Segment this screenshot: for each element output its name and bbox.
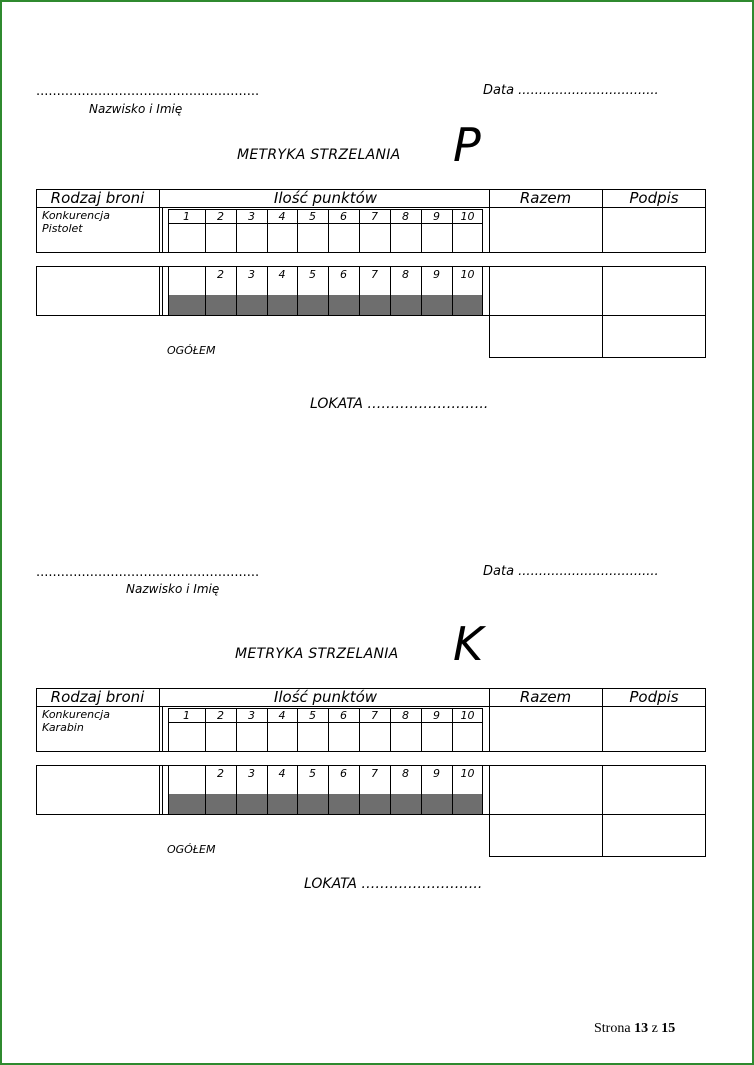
header-total: Razem: [519, 688, 572, 706]
header-weapon: Rodzaj broni: [50, 189, 145, 207]
series-number: 5: [309, 709, 316, 722]
series-number: 3: [248, 709, 255, 722]
header-points: Ilość punktów: [273, 688, 378, 706]
rank-field[interactable]: LOKATA ……………………..: [304, 876, 483, 892]
sheet-title: METRYKA STRZELANIA: [235, 646, 399, 662]
name-dots[interactable]: ......................................................: [36, 84, 260, 99]
page-sep: z: [651, 1021, 658, 1036]
overall-box: [489, 315, 706, 358]
header-weapon: Rodzaj broni: [50, 688, 145, 706]
rank-field[interactable]: LOKATA ……………………..: [310, 396, 489, 412]
series-number: 10: [460, 709, 475, 722]
series-number: 3: [248, 268, 255, 281]
series-number: 9: [433, 709, 440, 722]
series-number: 1: [183, 709, 190, 722]
competition-label: Konkurencja Karabin: [42, 708, 110, 734]
name-label: Nazwisko i Imię: [126, 582, 220, 596]
header-points: Ilość punktów: [273, 189, 378, 207]
overall-label: OGÓŁEM: [167, 843, 216, 856]
series-number: 5: [309, 268, 316, 281]
series-number: 4: [278, 210, 286, 223]
page-prefix: Strona: [594, 1021, 631, 1036]
series-number: 2: [217, 268, 224, 281]
shaded-row: [169, 295, 482, 315]
name-dots[interactable]: ......................................................: [36, 565, 260, 580]
shaded-row: [169, 794, 482, 814]
series-number: 6: [340, 709, 347, 722]
series-number: 9: [433, 268, 440, 281]
series-number: 2: [217, 767, 224, 780]
sheet-letter: K: [453, 617, 484, 671]
series-number: 7: [371, 268, 378, 281]
series-number: 5: [309, 210, 316, 223]
page-number: [594, 1021, 675, 1037]
series-number: 2: [217, 709, 224, 722]
overall-label: OGÓŁEM: [167, 344, 216, 357]
series-number: 6: [340, 268, 347, 281]
total-pages: 15: [661, 1021, 676, 1036]
current-page: 13: [634, 1021, 649, 1036]
overall-box: [489, 814, 706, 857]
date-field[interactable]: Data ..................................: [483, 564, 659, 579]
date-field[interactable]: Data ..................................: [483, 83, 659, 98]
series-number: 3: [248, 767, 255, 780]
header-total: Razem: [519, 189, 572, 207]
series-number: 3: [248, 210, 255, 223]
sheet-letter: P: [453, 118, 481, 172]
series-number: 10: [460, 767, 475, 780]
series-number: 6: [340, 210, 347, 223]
series-number: 4: [278, 709, 286, 722]
series-number: 7: [371, 709, 378, 722]
series-number: 8: [402, 268, 409, 281]
series-number: 10: [460, 210, 475, 223]
header-sign: Podpis: [629, 688, 679, 706]
competition-label: Konkurencja Pistolet: [42, 209, 110, 235]
sheet-title: METRYKA STRZELANIA: [237, 147, 401, 163]
series-number: 8: [402, 709, 409, 722]
series-number: 7: [371, 767, 378, 780]
series-number: 1: [183, 210, 190, 223]
name-label: Nazwisko i Imię: [89, 102, 183, 116]
series-number: 9: [433, 210, 440, 223]
series-number: 2: [217, 210, 224, 223]
series-number: 5: [309, 767, 316, 780]
series-number: 4: [278, 268, 286, 281]
series-number: 8: [402, 210, 409, 223]
series-number: 7: [371, 210, 378, 223]
series-number: 6: [340, 767, 347, 780]
header-sign: Podpis: [629, 189, 679, 207]
series-number: 9: [433, 767, 440, 780]
series-number: 10: [460, 268, 475, 281]
series-number: 4: [278, 767, 286, 780]
series-number: 8: [402, 767, 409, 780]
